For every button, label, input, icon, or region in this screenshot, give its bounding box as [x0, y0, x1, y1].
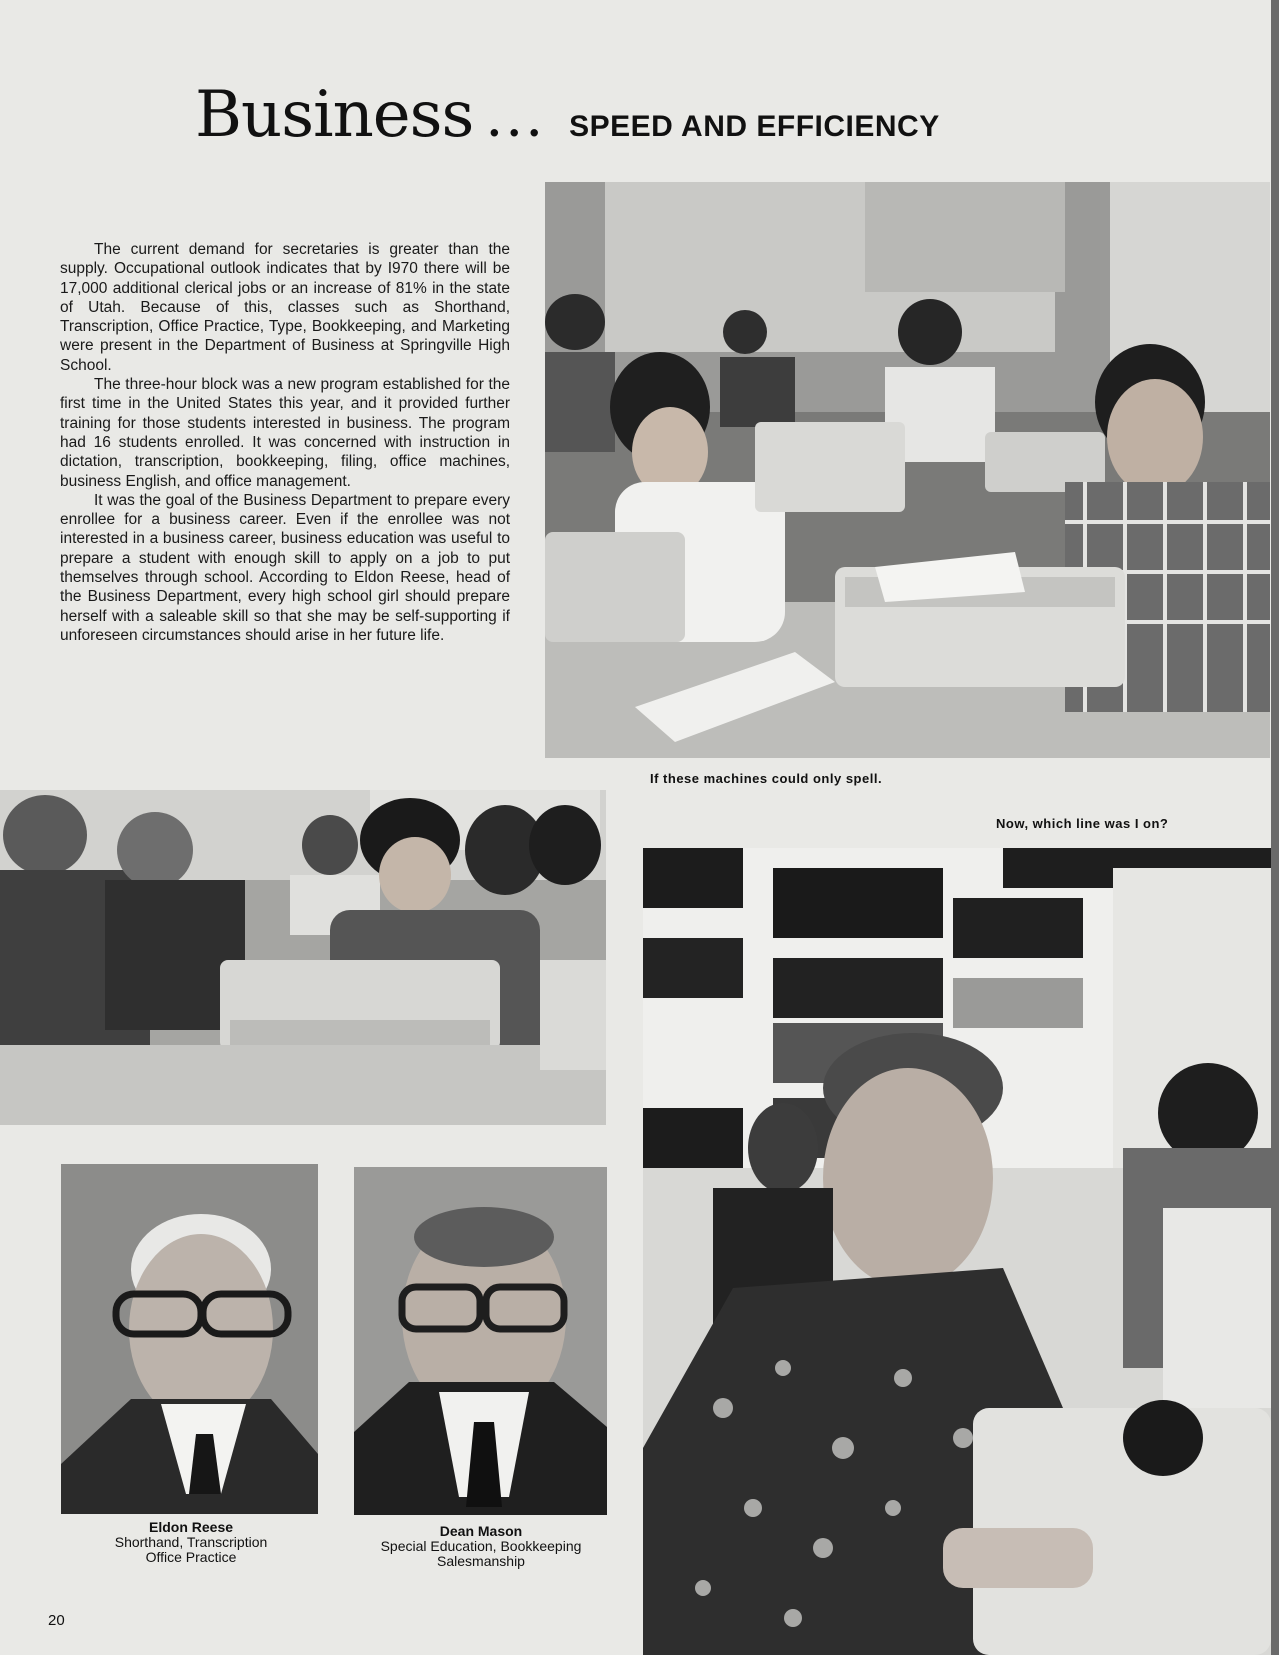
faculty-subjects: Shorthand, Transcription	[114, 1534, 268, 1550]
page-edge	[1271, 0, 1279, 1655]
article-paragraph: The current demand for secretaries is greater than the supply. Occupational outlook indicates that by I970 there will be 17,000 additional clerical jobs or an increase of 81% in the state of Utah. Because of this, classes such as Shorthand, Transcription, Office Practice, Type, Bookkeeping, and Marketing were present in the Department of Business at Springville High School.	[60, 241, 510, 374]
article-paragraph: It was the goal of the Business Department to prepare every enrollee for a business career. Even if the enrollee was not interested in a business career, business education was useful to prepare a student with enough skill to apply on a job to put themselves through school. According to Eldon Reese, head of the Business Department, every high school girl should prepare herself with a saleable skill so that she may be self-supporting if unforeseen circumstances should arise in her future life.	[60, 491, 510, 644]
faculty-name: Eldon Reese	[148, 1519, 234, 1535]
eldon-reese-caption	[91, 1520, 291, 1565]
right-photo-caption: Now, which line was I on?	[996, 816, 1169, 831]
page-subtitle: SPEED AND EFFICIENCY	[569, 110, 940, 143]
top-photo-caption: If these machines could only spell.	[650, 771, 883, 786]
faculty-subjects: Office Practice	[145, 1549, 237, 1565]
students-typing-photo	[0, 790, 606, 1125]
page-number: 20	[48, 1612, 65, 1629]
title-ellipsis: ...	[487, 99, 548, 146]
article-paragraph: The three-hour block was a new program established for the first time in the United States this year, and it provided further training for those students interested in business. The program had 16 students enrolled. It was concerned with instruction in dictation, transcription, bookkeeping, filing, office machines, business English, and office management.	[60, 376, 510, 490]
student-typing-photo	[643, 848, 1271, 1655]
dean-mason-portrait	[354, 1167, 607, 1515]
page-headline	[195, 78, 940, 152]
faculty-name: Dean Mason	[439, 1523, 523, 1539]
eldon-reese-portrait	[61, 1164, 318, 1514]
page-title: Business	[195, 78, 474, 152]
faculty-subjects: Special Education, Bookkeeping	[380, 1538, 582, 1554]
dean-mason-caption	[355, 1524, 607, 1569]
faculty-subjects: Salesmanship	[437, 1553, 525, 1569]
typing-class-photo	[545, 182, 1270, 758]
article-body	[60, 240, 510, 645]
